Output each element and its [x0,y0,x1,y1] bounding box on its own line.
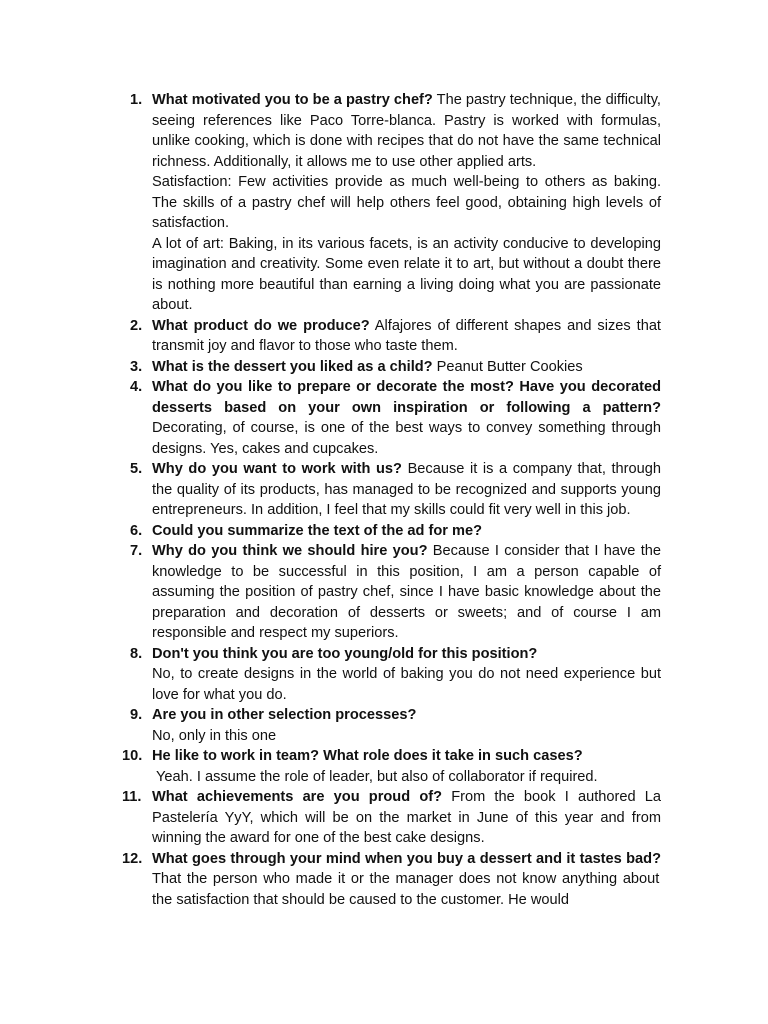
item-number: 11. [122,789,142,805]
item-number: 7. [130,543,143,559]
list-item [122,746,661,787]
question-text: Don't you think you are too young/old for this position? [152,645,538,662]
item-number: 12. [122,850,143,867]
answer-text: Because it is a company that, through the quality of its products, has managed to be recognized and supports young entrepreneurs. In addition, I feel that my skills could fit very well in this job. [152,461,661,518]
item-number: 9. [130,707,143,723]
list-item [122,357,661,378]
question-text: Are you in other selection processes? [152,707,417,723]
answer-text: Decorating, of course, is one of the best ways to convey something through designs. Yes, cakes and cupcakes. [152,420,661,457]
item-number: 8. [130,645,143,662]
question-text: Why do you think we should hire you? [152,543,428,559]
item-number: 3. [130,358,143,375]
question-text: He like to work in team? What role does it take in such cases? [152,748,583,764]
item-number: 2. [130,317,143,334]
list-item [122,705,661,746]
list-item [122,90,661,316]
answer-paragraph: No, to create designs in the world of baking you do not need experience but love for what you do. [152,666,661,703]
question-text: Why do you want to work with us? [152,461,402,477]
list-item [122,644,661,706]
item-number: 4. [130,379,143,395]
question-text: What achievements are you proud of? [152,789,443,805]
list-item [122,541,661,644]
item-number: 6. [130,522,143,539]
answer-paragraph: No, only in this one [152,727,277,744]
answer-paragraph: A lot of art: Baking, in its various facets, is an activity conducive to developing imagination and creativity. Some even relate it to art, but without a doubt there is nothing more beautiful than earning a living doing what you are passionate about. [152,235,661,313]
list-item [122,316,661,357]
question-text: Could you summarize the text of the ad for me? [152,522,483,539]
answer-text: Alfajores of different shapes and sizes that transmit joy and flavor to those who taste them. [152,317,661,354]
answer-text: The pastry technique, the difficulty, seeing references like Paco Torre-blanca. Pastry is worked with formulas, unlike cooking, which is done with recipes that do not have the same technical richness. Additionally, it allows me to use other applied arts. [152,92,661,170]
item-number: 1. [130,92,143,108]
question-text: What goes through your mind when you buy a dessert and it tastes bad? [152,850,661,867]
answer-paragraph: Yeah. I assume the role of leader, but also of collaborator if required. [156,768,598,785]
question-text: What motivated you to be a pastry chef? [152,92,433,108]
list-item [122,377,661,459]
list-item [122,459,661,521]
item-number: 5. [130,461,143,477]
question-text: What do you like to prepare or decorate the most? Have you decorated desserts based on your own inspiration or following a pattern? [152,379,661,416]
item-number: 10. [122,748,143,764]
answer-text: Because I consider that I have the knowledge to be successful in this position, I am a person capable of assuming the position of pastry chef, since I have basic knowledge about the preparation and decoration of desserts or sweets; and of course I am responsible and respect my superiors. [152,543,661,641]
question-text: What product do we produce? [152,317,370,334]
list-item [122,849,661,911]
answer-text: Peanut Butter Cookies [432,358,583,375]
answer-paragraph: Satisfaction: Few activities provide as much well-being to others as baking. The skills of a pastry chef will help others feel good, obtaining high levels of satisfaction. [152,174,661,231]
answer-text: From the book I authored La Pastelería YyY, which will be on the market in June of this year and from winning the award for one of the best cake designs. [152,789,661,846]
list-item [122,521,661,542]
answer-text: That the person who made it or the manager does not know anything about the satisfaction that should be caused to the customer. He would [152,871,660,908]
list-item [122,787,661,849]
question-text: What is the dessert you liked as a child? [152,358,433,375]
interview-question-list [122,90,661,910]
